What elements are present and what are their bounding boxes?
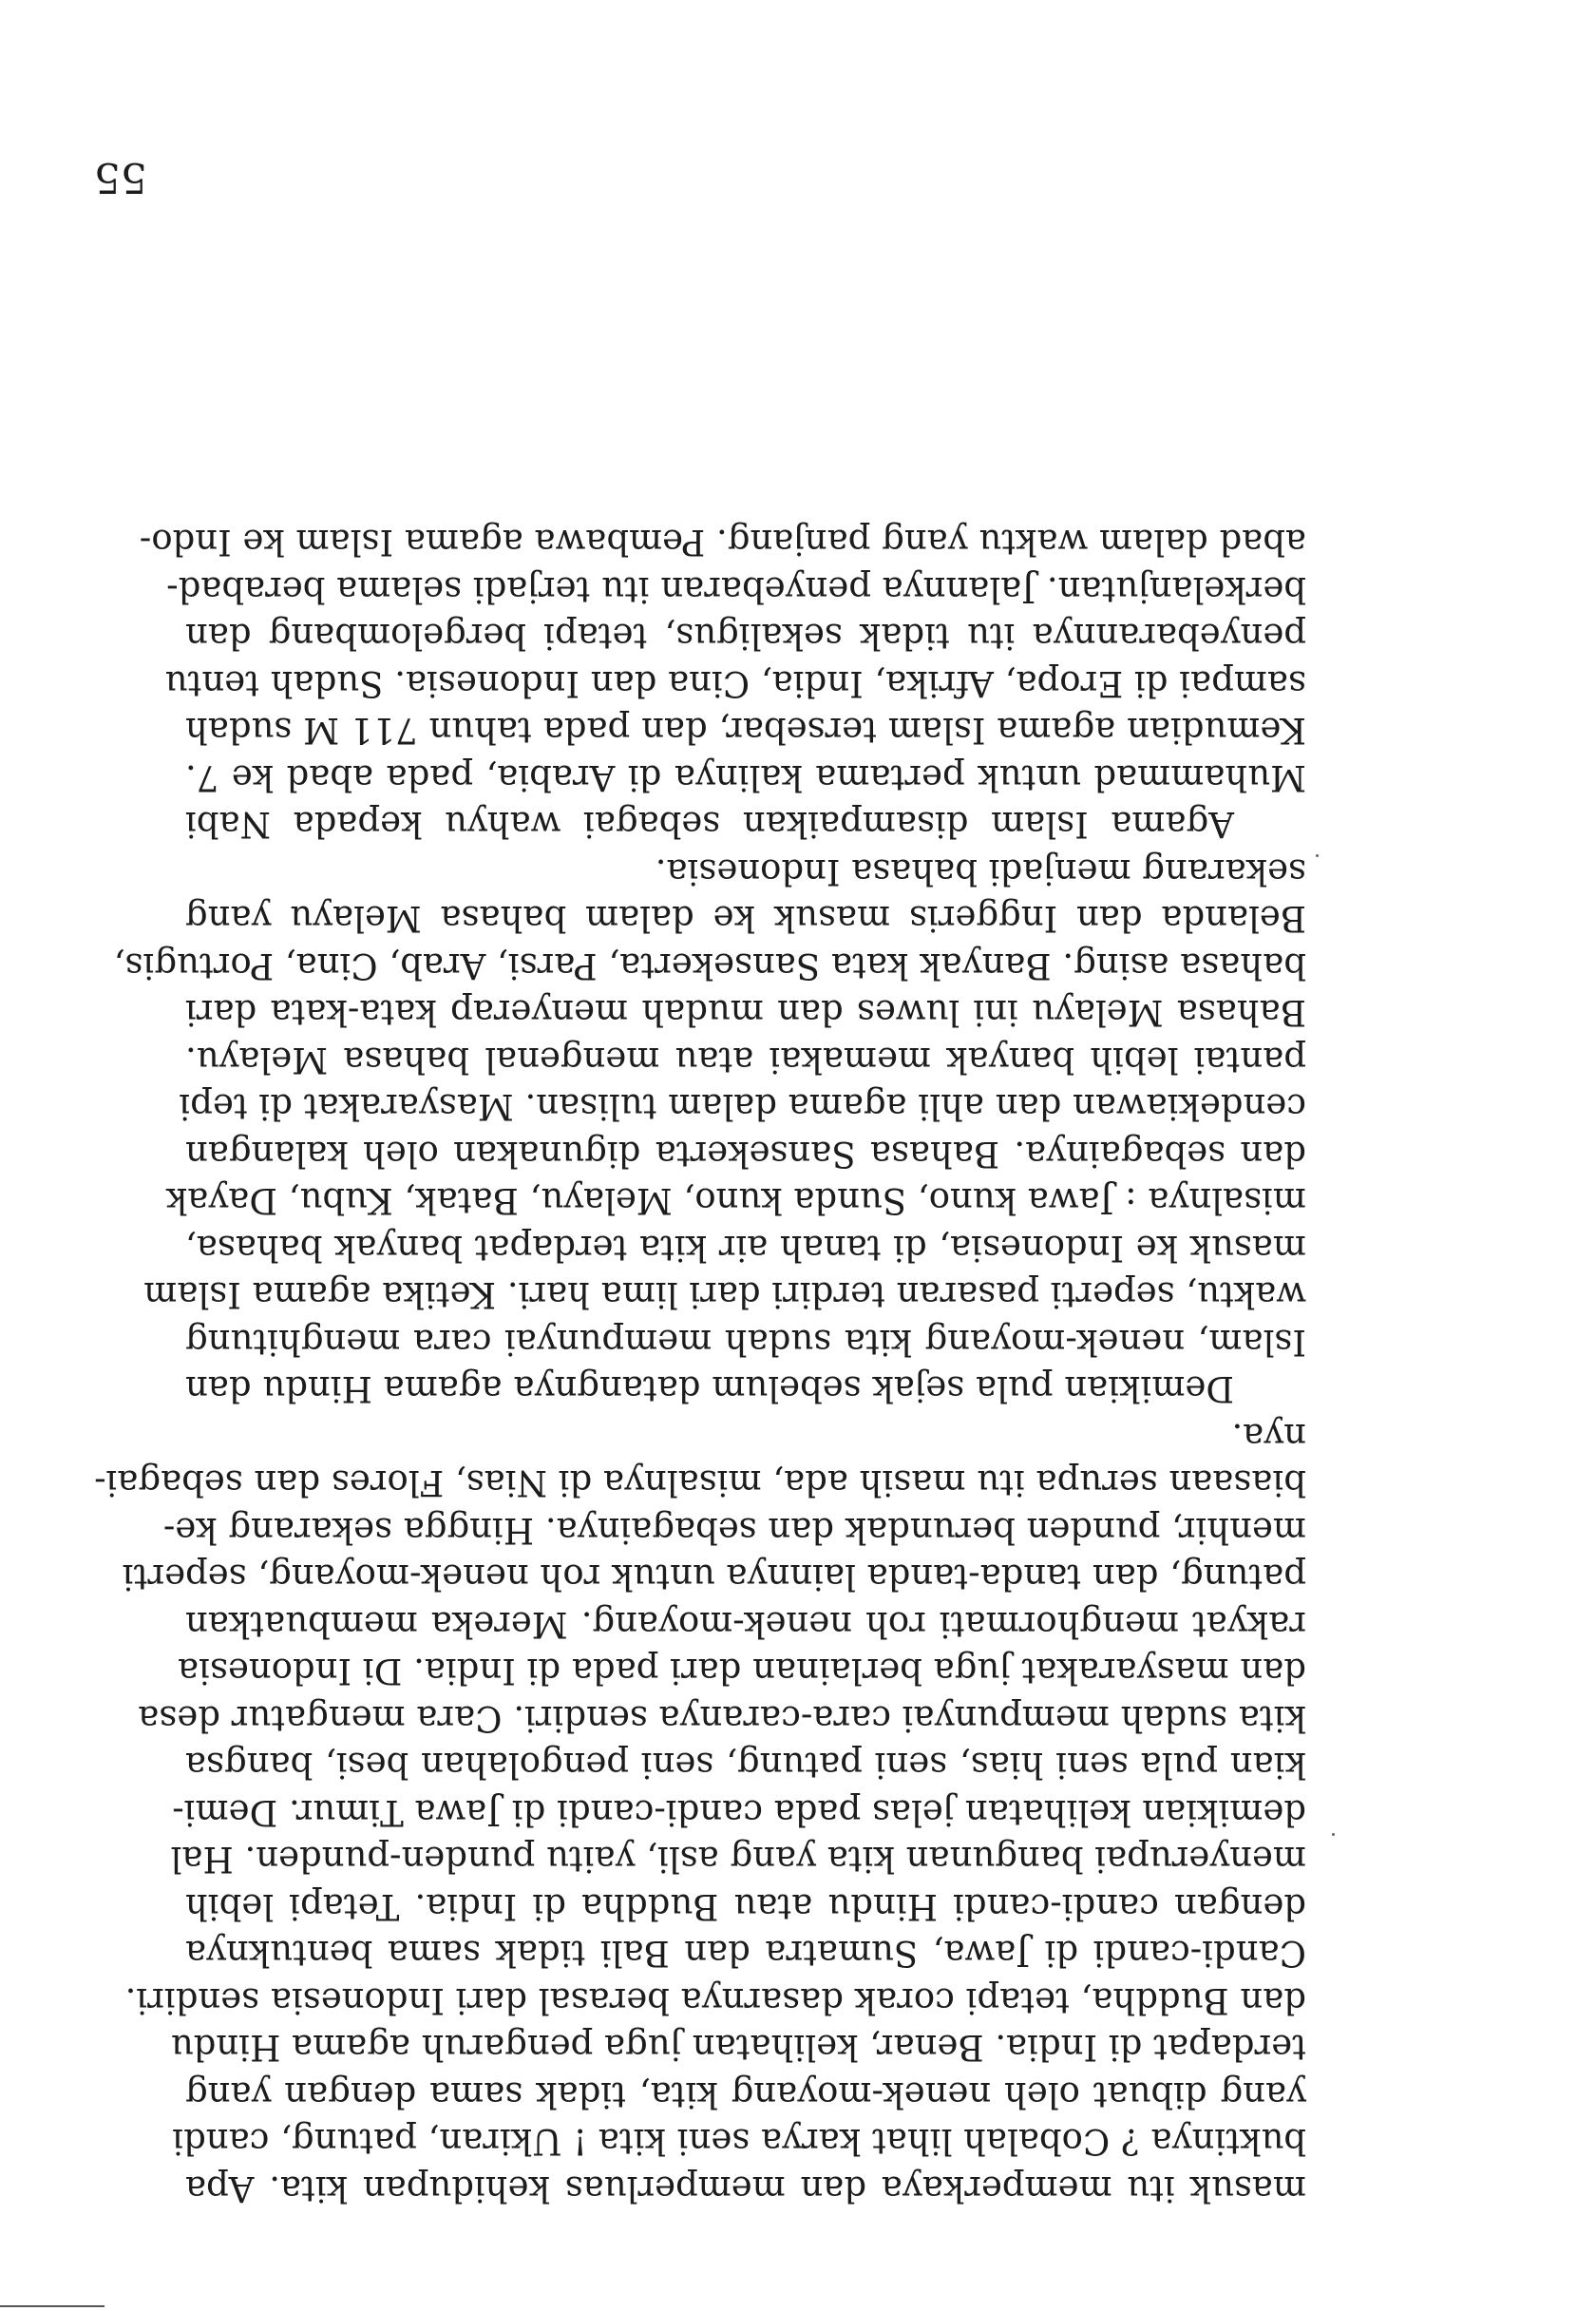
text-line: terdapat di India. Benar, kelihatan juga pengaruh agama Hindu xyxy=(170,2027,1306,2069)
text-line: cendekiawan dan ahli agama dalam tulisan. Masyarakat di tepi xyxy=(179,1086,1306,1128)
text-line: Kemudian agama Islam tersebar, dan pada tahun 711 M sudah xyxy=(185,710,1306,752)
text-line: sampai di Eropa, Afrika, India, Cina dan Indonesia. Sudah tentu xyxy=(164,663,1306,704)
paragraph-2 xyxy=(113,849,1306,1413)
text-line: kian pula seni hias, seni patung, seni pengolahan besi, bangsa xyxy=(185,1745,1306,1786)
text-line: masuk itu memperkaya dan memperluas kehidupan kita. Apa xyxy=(185,2168,1306,2209)
text-line: menyerupai bangunan kita yang asli, yaitu punden-punden. Hal xyxy=(170,1839,1306,1881)
text-line: dengan candi-candi Hindu atau Buddha di India. Tetapi lebih xyxy=(185,1886,1306,1927)
text-line: patung, dan tanda-tanda lainnya untuk roh nenek-moyang, seperti xyxy=(122,1557,1306,1598)
text-line: bahasa asing. Banyak kata Sansekerta, Parsi, Arab, Cina, Portugis, xyxy=(113,945,1306,986)
body-text xyxy=(94,519,1306,2212)
text-line: dan sebagainya. Bahasa Sansekerta digunakan oleh kalangan xyxy=(185,1134,1306,1175)
text-line: menhir, punden berundak dan sebagainya. Hingga sekarang ke- xyxy=(162,1510,1306,1551)
text-line: Islam, nenek-moyang kita sudah mempunyai cara menghitung xyxy=(185,1322,1306,1363)
scan-speck xyxy=(1332,1833,1335,1836)
text-line: Bahasa Melayu ini luwes dan mudah menyerap kata-kata dari xyxy=(185,992,1306,1034)
paragraph-1 xyxy=(94,1413,1306,2213)
text-line: dan masyarakat juga berlainan dari pada di India. Di Indonesia xyxy=(178,1651,1306,1692)
text-line: pantai lebih banyak memakai atau mengenal bahasa Melayu. xyxy=(185,1040,1306,1080)
text-line: Agama Islam disampaikan sebagai wahyu kepada Nabi xyxy=(185,804,1234,846)
text-line: Muhammad untuk pertama kalinya di Arabia, pada abad ke 7. xyxy=(185,757,1306,798)
text-line: kita sudah mempunyai cara-caranya sendiri. Cara mengatur desa xyxy=(138,1698,1306,1739)
text-line: buktinya ? Cobalah lihat karya seni kita ! Ukiran, patung, candi xyxy=(172,2121,1306,2163)
text-line: Demikian pula sejak sebelum datangnya agama Hindu dan xyxy=(185,1368,1234,1410)
text-line: sekarang menjadi bahasa Indonesia. xyxy=(655,851,1306,892)
scan-edge-rule xyxy=(0,2305,104,2307)
text-line: yang dibuat oleh nenek-moyang kita, tidak sama dengan yang xyxy=(185,2074,1306,2115)
text-line: abad dalam waktu yang panjang. Pembawa agama Islam ke Indo- xyxy=(139,522,1306,563)
text-line: demikian kelihatan jelas pada candi-candi di Jawa Timur. Demi- xyxy=(172,1792,1306,1833)
text-line: rakyat menghormati roh nenek-moyang. Mereka membuatkan xyxy=(185,1604,1306,1645)
text-line: Candi-candi di Jawa, Sumatra dan Bali tidak sama bentuknya xyxy=(185,1933,1306,1975)
text-line: biasaan serupa itu masih ada, misalnya di Nias, Flores dan sebagai- xyxy=(94,1462,1306,1504)
text-line: dan Buddha, tetapi corak dasarnya berasal dari Indonesia sendiri. xyxy=(124,1980,1306,2021)
paragraph-3 xyxy=(139,519,1306,849)
text-line: masuk ke Indonesia, di tanah air kita terdapat banyak bahasa, xyxy=(185,1228,1306,1269)
text-line: Belanda dan Inggeris masuk ke dalam bahasa Melayu yang xyxy=(185,898,1306,940)
text-line: berkelanjutan. Jalannya penyebaran itu terjadi selama berabad- xyxy=(166,569,1306,610)
text-line: misalnya : Jawa kuno, Sunda kuno, Melayu, Batak, Kubu, Dayak xyxy=(165,1180,1306,1222)
text-line: nya. xyxy=(1231,1416,1306,1457)
text-line: waktu, seperti pasaran terdiri dari lima hari. Ketika agama Islam xyxy=(143,1274,1306,1316)
scan-speck xyxy=(1316,854,1319,857)
text-line: penyebarannya itu tidak sekaligus, tetapi bergelombang dan xyxy=(185,616,1306,658)
page-number: 55 xyxy=(94,153,147,201)
